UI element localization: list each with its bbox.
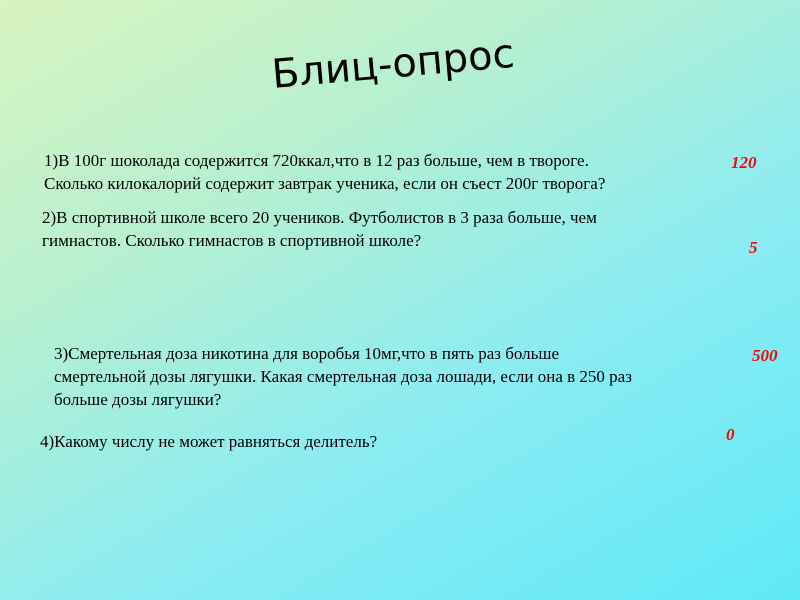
question-2 [42,206,722,252]
question-line: 4)Какому числу не может равняться делитель? [40,432,378,451]
answer-2: 5 [749,238,758,257]
question-4 [40,430,720,453]
question-line: 3)Смертельная доза никотина для воробья 10мг,что в пять раз больше [54,344,560,363]
question-line: смертельной дозы лягушки. Какая смертельная доза лошади, если она в 250 раз [54,367,632,386]
answer-4: 0 [726,425,735,444]
question-line: гимнастов. Сколько гимнастов в спортивной школе? [42,231,422,250]
answer-1: 120 [731,153,757,172]
slide-title: Блиц-опрос [269,30,517,98]
answer-3: 500 [752,346,778,365]
question-3 [54,342,744,411]
question-line: Сколько килокалорий содержит завтрак ученика, если он съест 200г творога? [44,174,606,193]
question-line: 2)В спортивной школе всего 20 учеников. Футболистов в 3 раза больше, чем [42,208,597,227]
question-line: 1)В 100г шоколада содержится 720ккал,что в 12 раз больше, чем в твороге. [44,151,589,170]
question-1 [44,149,724,195]
question-line: больше дозы лягушки? [54,390,222,409]
